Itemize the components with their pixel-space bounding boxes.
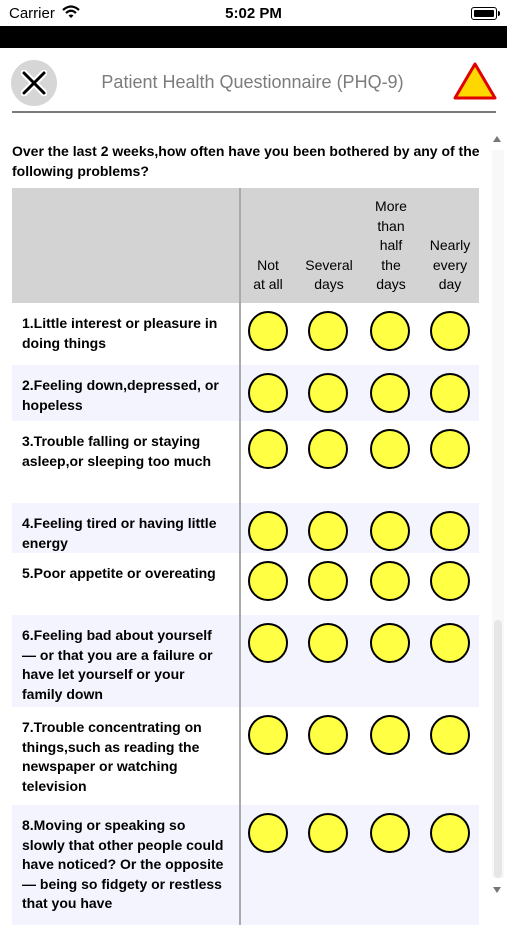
column-header-more-than-half: More than half the days xyxy=(375,198,407,293)
black-bar xyxy=(0,26,507,48)
option-radio-4[interactable] xyxy=(430,373,470,413)
option-radio-2[interactable] xyxy=(308,511,348,551)
option-radio-3[interactable] xyxy=(370,715,410,755)
table-header xyxy=(12,188,479,303)
carrier-label: Carrier xyxy=(9,5,55,22)
column-header-not-at-all: Not at all xyxy=(253,256,283,293)
option-radio-4[interactable] xyxy=(430,623,470,663)
column-divider xyxy=(239,365,241,421)
nav-bar xyxy=(0,48,507,114)
table-row xyxy=(12,707,479,805)
question-item-label: 2.Feeling down,depressed, or hopeless xyxy=(22,377,219,413)
table-row xyxy=(12,365,479,421)
option-radio-2[interactable] xyxy=(308,561,348,601)
column-divider xyxy=(239,805,241,925)
table-row xyxy=(12,503,479,553)
option-radio-3[interactable] xyxy=(370,429,410,469)
question-item-label: 1.Little interest or pleasure in doing things xyxy=(22,315,218,351)
option-radio-3[interactable] xyxy=(370,373,410,413)
page-title: Patient Health Questionnaire (PHQ-9) xyxy=(101,72,404,92)
column-divider xyxy=(239,188,241,303)
scroll-up-icon[interactable] xyxy=(491,133,503,145)
table-row xyxy=(12,615,479,707)
battery-icon xyxy=(471,7,497,20)
option-radio-4[interactable] xyxy=(430,813,470,853)
column-divider xyxy=(239,303,241,365)
option-radio-1[interactable] xyxy=(248,623,288,663)
option-radio-2[interactable] xyxy=(308,311,348,351)
option-radio-4[interactable] xyxy=(430,311,470,351)
option-radio-2[interactable] xyxy=(308,715,348,755)
scroll-down-icon[interactable] xyxy=(491,884,503,896)
column-divider xyxy=(239,503,241,553)
option-radio-3[interactable] xyxy=(370,311,410,351)
option-radio-1[interactable] xyxy=(248,373,288,413)
warning-icon[interactable] xyxy=(452,61,498,101)
option-radio-1[interactable] xyxy=(248,813,288,853)
table-row xyxy=(12,553,479,615)
header-divider xyxy=(12,111,496,113)
question-item-label: 4.Feeling tired or having little energy xyxy=(22,515,217,551)
table-row xyxy=(12,805,479,925)
option-radio-1[interactable] xyxy=(248,311,288,351)
question-prompt: Over the last 2 weeks,how often have you been bothered by any of the following problems? xyxy=(12,143,480,179)
option-radio-4[interactable] xyxy=(430,429,470,469)
column-divider xyxy=(239,707,241,805)
option-radio-3[interactable] xyxy=(370,511,410,551)
question-item-label: 5.Poor appetite or overeating xyxy=(22,565,216,581)
question-item-label: 8.Moving or speaking so slowly that other people could have noticed? Or the opposite — being so fidgety or restless that you have xyxy=(22,817,224,912)
table-body xyxy=(12,303,479,925)
option-radio-2[interactable] xyxy=(308,429,348,469)
question-item-label: 6.Feeling bad about yourself — or that you are a failure or have let yourself or your family down xyxy=(22,627,213,702)
option-radio-3[interactable] xyxy=(370,561,410,601)
status-time: 5:02 PM xyxy=(225,5,282,22)
status-bar xyxy=(0,0,507,26)
column-header-nearly-every-day: Nearly every day xyxy=(429,237,471,293)
table-row xyxy=(12,421,479,503)
option-radio-2[interactable] xyxy=(308,813,348,853)
option-radio-1[interactable] xyxy=(248,715,288,755)
option-radio-1[interactable] xyxy=(248,561,288,601)
column-header-several-days: Several days xyxy=(305,256,353,293)
close-button[interactable] xyxy=(11,60,57,106)
close-icon xyxy=(21,70,47,96)
option-radio-4[interactable] xyxy=(430,715,470,755)
option-radio-3[interactable] xyxy=(370,623,410,663)
column-divider xyxy=(239,553,241,615)
option-radio-2[interactable] xyxy=(308,623,348,663)
option-radio-4[interactable] xyxy=(430,561,470,601)
scrollbar-thumb[interactable] xyxy=(494,620,502,878)
question-item-label: 3.Trouble falling or staying asleep,or sleeping too much xyxy=(22,433,212,469)
option-radio-4[interactable] xyxy=(430,511,470,551)
phq9-table xyxy=(12,188,479,925)
column-divider xyxy=(239,421,241,503)
column-divider xyxy=(239,615,241,707)
option-radio-1[interactable] xyxy=(248,511,288,551)
option-radio-2[interactable] xyxy=(308,373,348,413)
table-row xyxy=(12,303,479,365)
question-item-label: 7.Trouble concentrating on things,such as reading the newspaper or watching television xyxy=(22,719,202,794)
option-radio-3[interactable] xyxy=(370,813,410,853)
option-radio-1[interactable] xyxy=(248,429,288,469)
